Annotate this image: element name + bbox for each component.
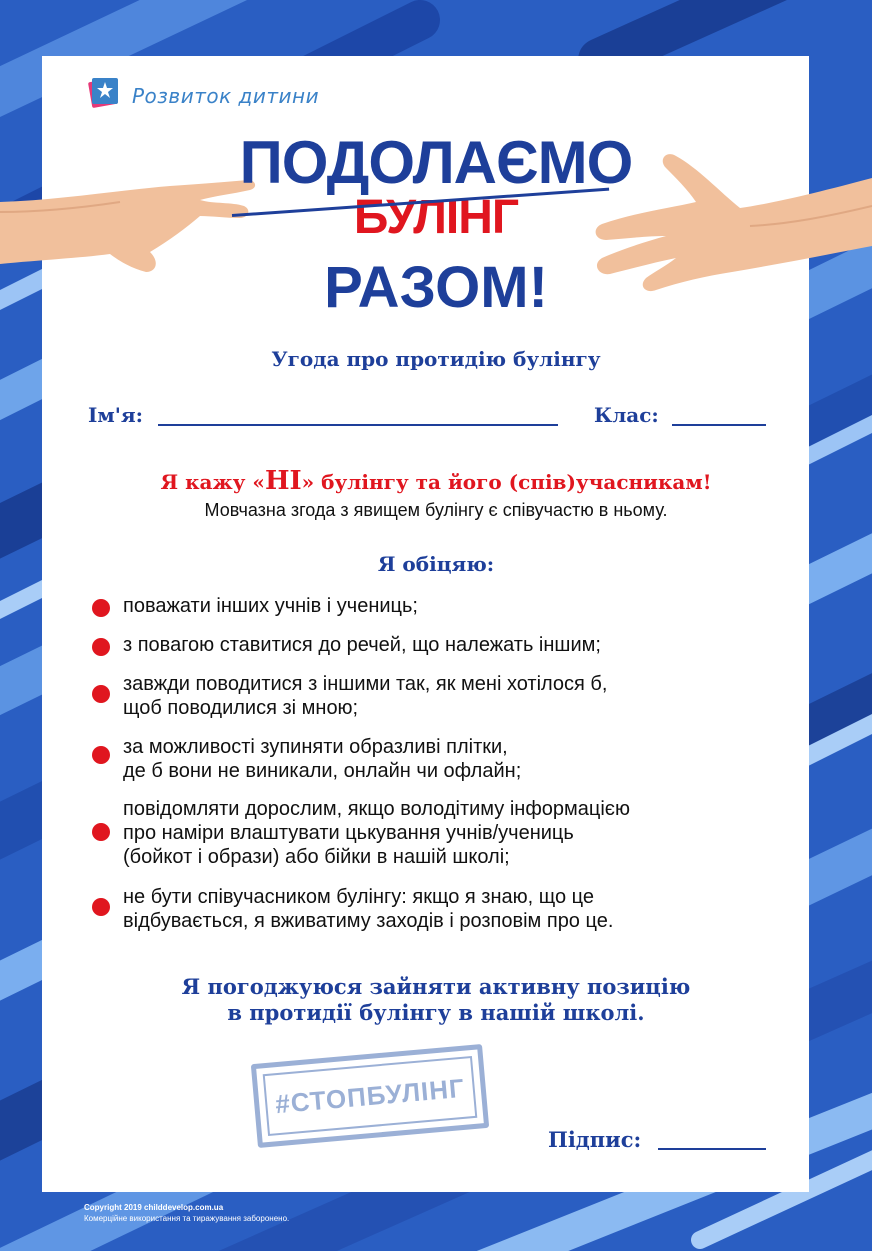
agreement-line-2: в протидії булінгу в нашій школі. — [227, 1000, 645, 1025]
name-field[interactable] — [158, 424, 558, 426]
title-line-1: ПОДОЛАЄМО — [239, 129, 633, 196]
list-item — [123, 885, 763, 933]
agreement-subtitle: Угода про протидію булінгу — [271, 347, 601, 371]
bullet-dot — [92, 638, 110, 656]
list-item-text: поважати інших учнів і учениць; — [123, 595, 418, 617]
bullet-dot — [92, 898, 110, 916]
promise-heading: Я обіцяю: — [377, 552, 495, 576]
bullet-dot — [92, 823, 110, 841]
list-item-text: відбувається, я вживатиму заходів і розповім про це. — [123, 910, 614, 932]
bullet-dot — [92, 599, 110, 617]
list-item-text: де б вони не виникали, онлайн чи офлайн; — [123, 760, 522, 782]
agreement-line-1: Я погоджуюся зайняти активну позицію — [181, 974, 691, 999]
stamp-text: #СТОПБУЛІНГ — [263, 1056, 478, 1136]
copyright-line: Copyright 2019 childdevelop.com.ua — [84, 1203, 224, 1212]
complicity-note: Мовчазна згода з явищем булінгу є співучастю в ньому. — [204, 500, 668, 520]
list-item-text: за можливості зупиняти образливі плітки, — [123, 736, 508, 758]
brand-name: Розвиток дитини — [132, 84, 320, 108]
class-label: Клас: — [594, 403, 659, 427]
bullet-dot — [92, 685, 110, 703]
list-item-text: (бойкот і образи) або бійки в нашій школі; — [123, 846, 510, 868]
class-field[interactable] — [672, 424, 766, 426]
signature-label: Підпис: — [548, 1127, 642, 1152]
list-item-text: щоб поводилися зі мною; — [123, 697, 359, 719]
slogan-after: » булінгу та його (спів)учасникам! — [301, 470, 712, 494]
usage-notice: Комерційне використання та тиражування заборонено. — [84, 1214, 290, 1223]
list-item — [123, 594, 763, 618]
title-line-2: БУЛІНГ — [353, 191, 519, 244]
list-item — [123, 797, 763, 869]
list-item-text: повідомляти дорослим, якщо володітиму інформацією — [123, 798, 630, 820]
star-figure-icon — [86, 74, 122, 110]
slogan-highlight: НІ — [264, 466, 302, 496]
list-item-text: не бути співучасником булінгу: якщо я знаю, що це — [123, 886, 594, 908]
agreement-statement — [0, 974, 872, 1026]
slogan — [0, 466, 872, 496]
signature-field[interactable] — [658, 1148, 766, 1150]
title-line-3: РАЗОМ! — [324, 255, 548, 320]
list-item-text: про наміри влаштувати цькування учнів/учениць — [123, 822, 574, 844]
bullet-dot — [92, 746, 110, 764]
list-item — [123, 633, 763, 657]
list-item — [123, 672, 763, 720]
list-item-text: з повагою ставитися до речей, що належать іншим; — [123, 634, 601, 656]
slogan-before: Я кажу « — [160, 470, 265, 494]
list-item — [123, 735, 763, 783]
name-label: Ім'я: — [88, 403, 144, 427]
list-item-text: завжди поводитися з іншими так, як мені хотілося б, — [123, 673, 608, 695]
